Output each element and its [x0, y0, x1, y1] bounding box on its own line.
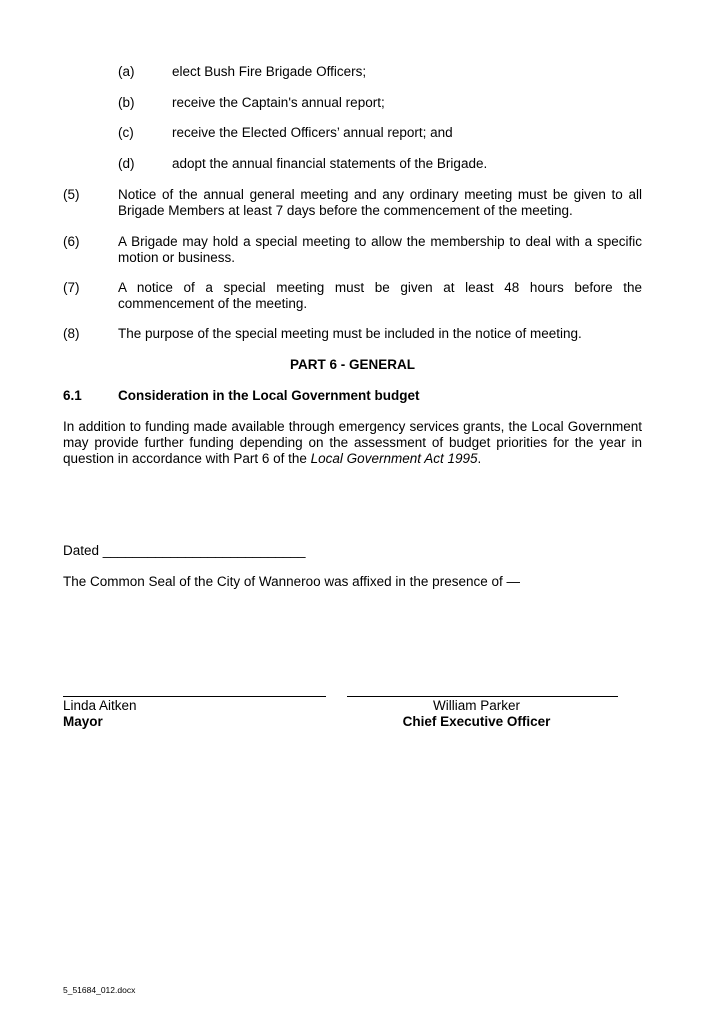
- sub-item-text: receive the Captain's annual report;: [172, 95, 385, 110]
- section-body: [63, 419, 642, 467]
- sub-item-label: (a): [118, 64, 135, 79]
- sub-item-label: (b): [118, 95, 135, 110]
- section-number: 6.1: [63, 388, 82, 403]
- signatory-name-right: William Parker: [432, 698, 520, 713]
- item-number: (7): [63, 280, 80, 295]
- item-text: A notice of a special meeting must be given at least 48 hours before the commencement of the meeting.: [118, 280, 642, 311]
- signatory-title-left: Mayor: [63, 714, 103, 729]
- footer-filename: 5_51684_012.docx: [63, 985, 136, 995]
- part-heading: PART 6 - GENERAL: [289, 357, 415, 372]
- signature-line-right: [347, 696, 618, 697]
- sub-item-label: (d): [118, 156, 135, 171]
- item-number: (6): [63, 234, 80, 249]
- signature-line-left: [63, 696, 326, 697]
- signatory-title-right: Chief Executive Officer: [402, 714, 551, 729]
- dated-line: Dated ___________________________: [63, 543, 306, 558]
- item-text: Notice of the annual general meeting and any ordinary meeting must be given to all Brigade Members at least 7 days before the commencement of the meeting.: [118, 187, 642, 218]
- seal-statement: The Common Seal of the City of Wanneroo was affixed in the presence of —: [63, 574, 520, 589]
- sub-item-label: (c): [118, 125, 134, 140]
- sub-item-text: elect Bush Fire Brigade Officers;: [172, 64, 367, 79]
- signatory-name-left: Linda Aitken: [63, 698, 137, 713]
- item-number: (5): [63, 187, 80, 202]
- item-text: The purpose of the special meeting must be included in the notice of meeting.: [118, 326, 582, 341]
- section-title: Consideration in the Local Government budget: [118, 388, 420, 403]
- sub-item-text: receive the Elected Officers’ annual report; and: [172, 125, 453, 140]
- body-text-end: .: [477, 451, 482, 466]
- item-text: A Brigade may hold a special meeting to allow the membership to deal with a specific motion or business.: [118, 234, 642, 265]
- body-text: In addition to funding made available through emergency services grants, the Local Government may provide further funding depending on the assessment of budget priorities for the year in question in accordance with Part 6 of the: [63, 419, 642, 466]
- sub-item-text: adopt the annual financial statements of the Brigade.: [172, 156, 488, 171]
- act-name: Local Government Act 1995: [310, 451, 478, 466]
- item-number: (8): [63, 326, 80, 341]
